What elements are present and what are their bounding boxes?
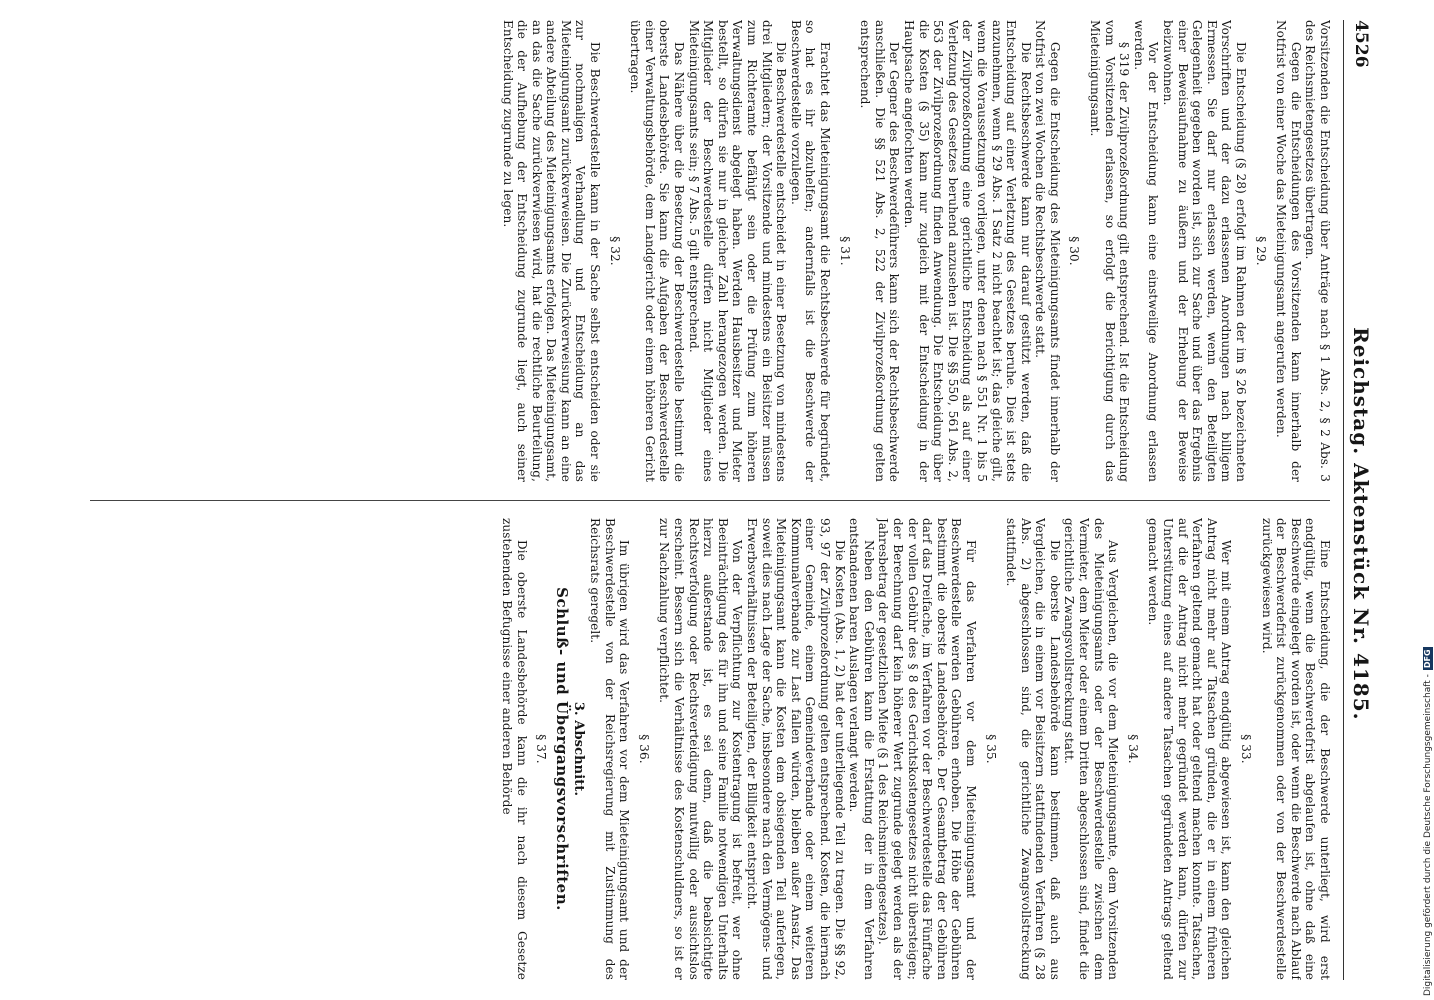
paragraph: Vorsitzenden die Entscheidung über Anträge nach § 1 Abs. 2, § 2 Abs. 3 des Reichsmietengesetzes übertragen. (1303, 20, 1332, 482)
paragraph: Vor der Entscheidung kann eine einstweilige Anordnung erlassen werden. (1131, 20, 1161, 482)
paragraph: Gegen die Entscheidungen des Vorsitzenden kann innerhalb der Notfrist von einer Woche das Mieteinigungsamt angerufen werden. (1274, 20, 1303, 482)
section-number: § 30. (1067, 236, 1082, 266)
page-number: 4526 (1351, 20, 1372, 68)
paragraph: Die Beschwerdestelle kann in der Sache selbst entscheiden oder sie zur nochmaligen Verhandlung und Entscheidung an das Mieteinigungsamt zurückverweisen. Die Zurückverweisung kann an eine andere Abteilung des Mieteinigungsamts erfolgen. Das Mieteinigungsamt, an das die Sache zurückverwiesen wird, hat die rechtliche Beurteilung, die der Aufhebung der Entscheidung zugrunde liegt, auch seiner Entscheidung zugrunde zu legen. (500, 20, 603, 482)
page-title: Reichstag. Aktenstück Nr. 4185. (1349, 327, 1374, 721)
paragraph: Wer mit einem Antrag endgültig abgewiesen ist, kann den gleichen Antrag nicht mehr auf Tatsachen gründen, die er in einem früheren Verfahren geltend gemacht hat oder geltend machen konnte. Tatsachen, auf die der Antrag nicht mehr gegründet werden kann, dürfen zur Unterstützung eines auf andere Tatsachen gegründeten Antrags geltend gemacht werden. (1146, 518, 1234, 980)
paragraph: Der Gegner des Beschwerdeführers kann sich der Rechtsbeschwerde anschließen. Die §§ 521 Abs. 2, 522 der Zivilprozeßordnung gelten entsprechend. (858, 20, 902, 482)
column-divider (90, 500, 1330, 501)
paragraph: Die Entscheidung (§ 28) erfolgt im Rahmen der im § 26 bezeichneten Vorschriften und der dazu erlassenen Anordnungen nach billigem Ermessen. Sie darf nur erlassen werden, wenn den Beteiligten Gelegenheit gegeben worden ist, sich zur Sache und über das Ergebnis einer Beweisaufnahme zu äußern und der Erhebung der Beweise beizuwohnen. (1161, 20, 1249, 482)
paragraph: Die Kosten (Abs. 1, 2) hat der unterliegende Teil zu tragen. Die §§ 92, 93, 97 der Zivilprozeßordnung gelten entsprechend. Kosten, die hiernach einer Gemeinde, einem Gemeindeverbande oder einem weiteren Kommunalverbande zur Last fallen würden, bleiben außer Ansatz. Das Mieteinigungsamt kann die Kosten dem obsiegenden Teil auferlegen, soweit dies nach Lage der Sache, insbesondere nach den Vermögens- und Erwerbsverhältnissen der Beteiligten, der Billigkeit entspricht. (745, 518, 847, 980)
section-heading: 3. Abschnitt. (571, 701, 587, 797)
text-columns (82, 20, 1332, 980)
section-number: § 32. (607, 236, 622, 266)
document-page (78, 20, 1378, 980)
paragraph: Eine Entscheidung, die der Beschwerde unterliegt, wird erst endgültig, wenn die Beschwerdefrist abgelaufen ist, ohne daß eine Beschwerde eingelegt worden ist, oder wenn die Beschwerde nach Ablauf der Beschwerdefrist zurückgenommen oder von der Beschwerdestelle zurückgewiesen wird. (1259, 518, 1332, 980)
paragraph: Die oberste Landesbehörde kann die ihr nach diesem Gesetze zustehenden Befugnisse einer anderen Behörde (500, 518, 529, 980)
paragraph: Im übrigen wird das Verfahren vor dem Mieteinigungsamt und der Beschwerdestelle von der Reichsregierung mit Zustimmung des Reichsrats geregelt. (588, 518, 632, 980)
paragraph: Die oberste Landesbehörde kann bestimmen, daß auch aus Vergleichen, die in einem vor Beisitzern stattfindenden Verfahren (§ 28 Abs. 2) abgeschlossen sind, die gerichtliche Zwangsvollstreckung stattfindet. (1004, 518, 1062, 980)
paragraph: Die Rechtsbeschwerde kann nur darauf gestützt werden, daß die Entscheidung auf einer Verletzung des Gesetzes beruhe. Dies ist stets anzunehmen, wenn § 29 Abs. 1 Satz 2 nicht beachtet ist; das gleiche gilt, wenn die Voraussetzungen vorliegen, unter denen nach § 551 Nr. 1 bis 5 der Zivilprozeßordnung eine gerichtliche Entscheidung als auf einer Verletzung des Gesetzes beruhend anzusehen ist. Die §§ 550, 561 Abs. 2, 563 der Zivilprozeßordnung finden Anwendung. Die Entscheidung über die Kosten (§ 35) kann nur zugleich mit der Entscheidung in der Hauptsache angefochten werden. (901, 20, 1033, 482)
paragraph: Gegen die Entscheidung des Mieteinigungsamts findet innerhalb der Notfrist von zwei Wochen die Rechtsbeschwerde statt. (1033, 20, 1062, 482)
chapter-heading: Schluß- und Übergangsvorschriften. (552, 587, 571, 911)
section-number: § 36. (636, 734, 651, 764)
section-number: § 34. (1125, 734, 1140, 764)
paragraph: Neben den Gebühren kann die Erstattung der in dem Verfahren entstandenen baren Auslagen verlangt werden. (847, 518, 876, 980)
section-number: § 35. (983, 734, 998, 764)
digitization-credit (1423, 596, 1433, 996)
right-column (82, 518, 1332, 980)
section-number: § 37. (534, 734, 549, 764)
paragraph: § 319 der Zivilprozeßordnung gilt entsprechend. Ist die Entscheidung vom Vorsitzenden erlassen, so erfolgt die Berichtigung durch das Mieteinigungsamt. (1088, 20, 1132, 482)
paragraph: Von der Verpflichtung zur Kostentragung ist befreit, wer ohne Beeinträchtigung des für ihn und seine Familie notwendigen Unterhalts hierzu außerstande ist, es sei denn, daß die beabsichtigte Rechtsverfolgung oder Rechtsverteidigung mutwillig oder aussichtslos erscheint. Bessern sich die Verhältnisse des Kostenschuldners, so ist er zur Nachzahlung verpflichtet. (657, 518, 745, 980)
dfg-logo-icon: DFG (1423, 649, 1432, 669)
section-number: § 31. (837, 236, 852, 266)
paragraph: Aus Vergleichen, die vor dem Mieteinigungsamte, dem Vorsitzenden des Mieteinigungsamts oder der Beschwerdestelle zwischen dem Vermieter, dem Mieter oder einem Dritten abgeschlossen sind, findet die gerichtliche Zwangsvollstreckung statt. (1062, 518, 1121, 980)
paragraph: Die Beschwerdestelle entscheidet in einer Besetzung von mindestens drei Mitgliedern; der Vorsitzende und mindestens ein Beisitzer müssen zum Richteramte befähigt sein oder die Prüfung zum höheren Verwaltungsdienst abgelegt haben. Werden Hausbesitzer und Mieter bestellt, so dürfen sie nur in gleicher Zahl herangezogen werden. Die Mitglieder der Beschwerdestelle dürfen nicht Mitglieder eines Mieteinigungsamts sein; § 7 Abs. 5 gilt entsprechend. (686, 20, 789, 482)
page-header (1343, 20, 1378, 980)
section-number: § 29. (1253, 236, 1268, 266)
paragraph: Für das Verfahren vor dem Mieteinigungsamt und der Beschwerdestelle werden Gebühren erhoben. Die Höhe der Gebühren bestimmt die oberste Landesbehörde. Der Gesamtbetrag der Gebühren darf das Dreifache, im Verfahren vor der Beschwerdestelle das Fünffache der vollen Gebühr des § 8 des Gerichtskostengesetzes nicht übersteigen; der Berechnung darf kein höherer Wert zugrunde gelegt werden als der Jahresbetrag der gesetzlichen Miete (§ 1 des Reichsmietengesetzes). (876, 518, 978, 980)
paragraph: Erachtet das Mieteinigungsamt die Rechtsbeschwerde für begründet, so hat es ihr abzuhelfen; andernfalls ist die Beschwerde der Beschwerdestelle vorzulegen. (788, 20, 832, 482)
section-number: § 33. (1239, 734, 1254, 764)
paragraph: Das Nähere über die Besetzung der Beschwerdestelle bestimmt die oberste Landesbehörde. Sie kann die Aufgaben der Beschwerdestelle einer Verwaltungsbehörde, dem Landgericht oder einem höheren Gericht übertragen. (628, 20, 687, 482)
left-column (82, 20, 1332, 482)
credit-text: Digitalisierung gefördert durch die Deutsche Forschungsgemeinschaft - (1423, 674, 1433, 996)
